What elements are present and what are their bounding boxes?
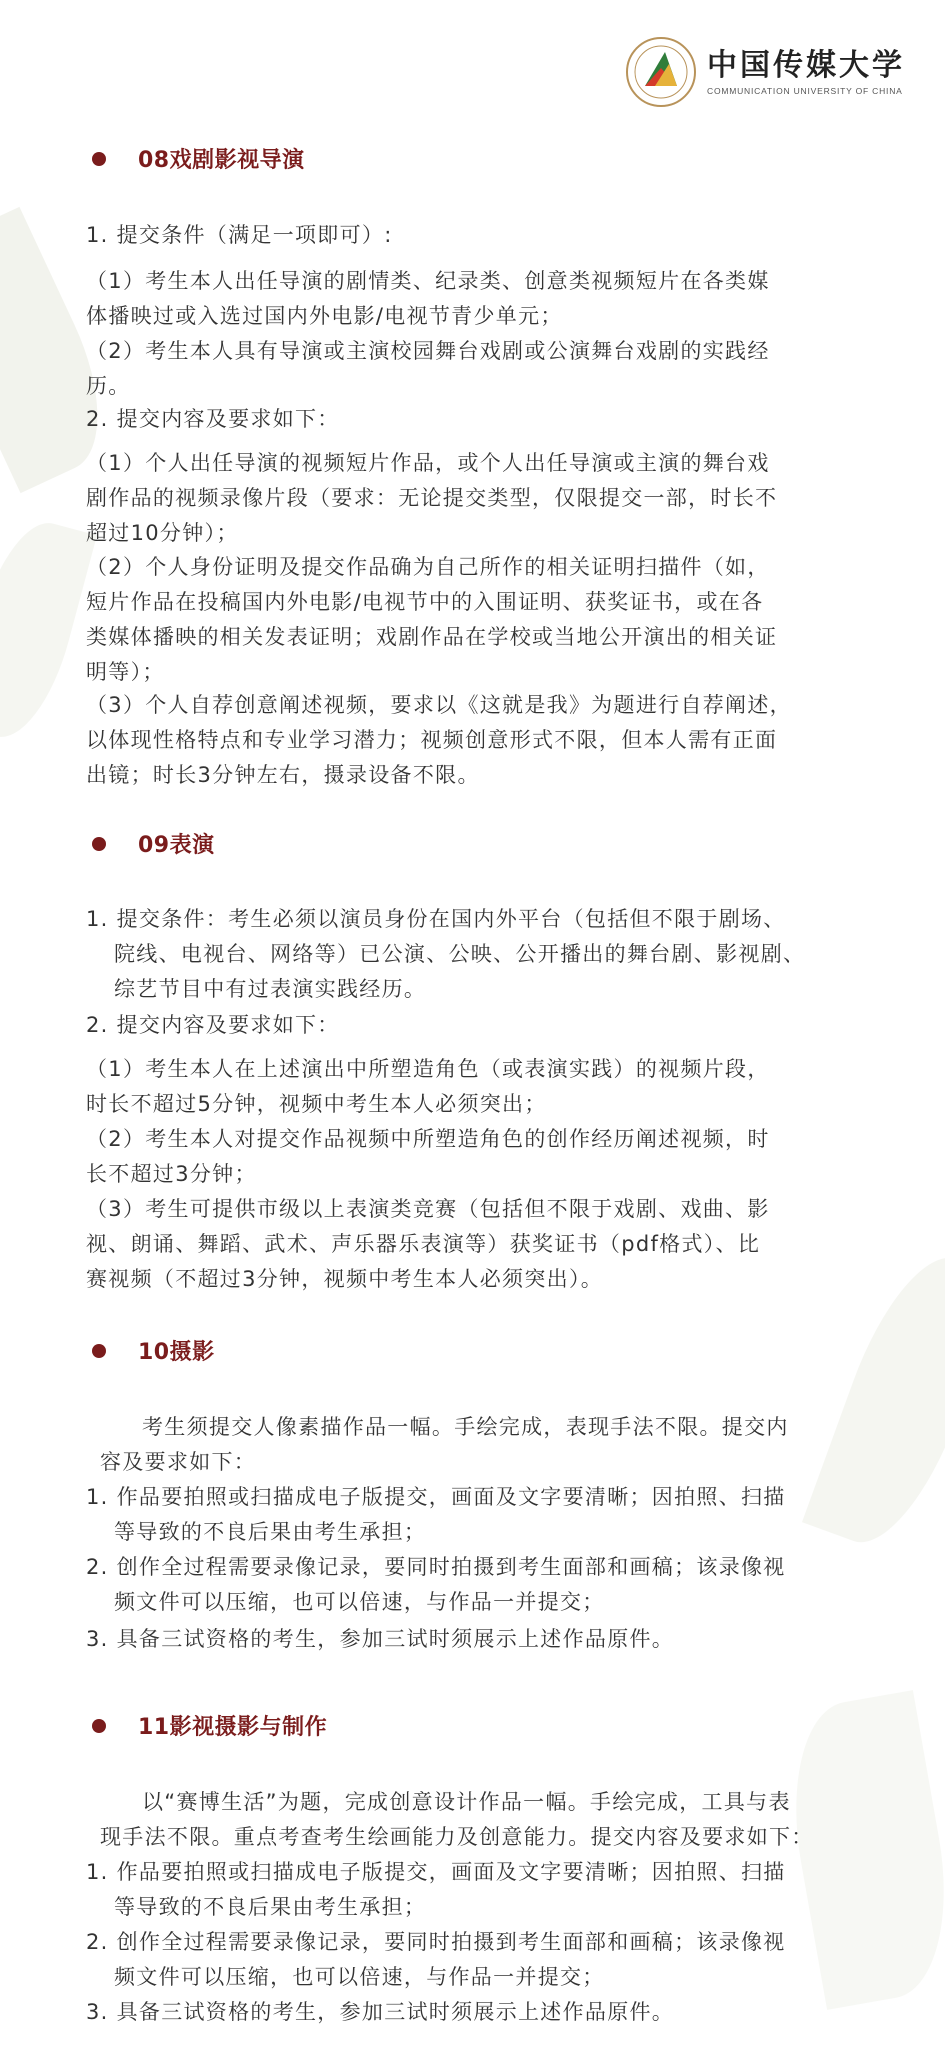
- section-title: 08戏剧影视导演: [138, 148, 305, 173]
- paragraph: （2）个人身份证明及提交作品确为自己所作的相关证明扫描件（如， 短片作品在投稿国内外电影/电视节中的入围证明、获奖证书，或在各 类媒体播映的相关发表证明；戏剧作品在学校或当地公开演出的相关证 明等）；: [86, 555, 778, 684]
- paragraph: 考生须提交人像素描作品一幅。手绘完成，表现手法不限。提交内 容及要求如下：: [100, 1415, 789, 1474]
- paragraph: （1）考生本人在上述演出中所塑造角色（或表演实践）的视频片段， 时长不超过5分钟，视频中考生本人必须突出；: [86, 1057, 770, 1116]
- paragraph: 以“赛博生活”为题，完成创意设计作品一幅。手绘完成，工具与表 现手法不限。重点考查考生绘画能力及创意能力。提交内容及要求如下：: [100, 1790, 814, 1849]
- section-heading: [92, 828, 215, 859]
- paragraph: （1）个人出任导演的视频短片作品，或个人出任导演或主演的舞台戏 剧作品的视频录像片段（要求：无论提交类型，仅限提交一部，时长不 超过10分钟）；: [86, 451, 778, 545]
- paragraph: 2. 提交内容及要求如下：: [86, 407, 340, 431]
- paragraph: 1. 作品要拍照或扫描成电子版提交，画面及文字要清晰；因拍照、扫描 等导致的不良后果由考生承担；: [86, 1860, 786, 1919]
- paragraph: 2. 创作全过程需要录像记录，要同时拍摄到考生面部和画稿；该录像视 频文件可以压缩，也可以倍速，与作品一并提交；: [86, 1555, 786, 1614]
- paragraph: 3. 具备三试资格的考生，参加三试时须展示上述作品原件。: [86, 1627, 675, 1651]
- section-heading: [92, 1710, 327, 1741]
- paragraph: 3. 具备三试资格的考生，参加三试时须展示上述作品原件。: [86, 2000, 675, 2024]
- section-title: 11影视摄影与制作: [138, 1715, 328, 1740]
- bullet-dot: [92, 1719, 106, 1733]
- section-heading: [92, 143, 305, 174]
- logo-chinese-name: 中国传媒大学: [707, 48, 905, 83]
- university-logo: [625, 33, 905, 111]
- paragraph: （2）考生本人对提交作品视频中所塑造角色的创作经历阐述视频，时 长不超过3分钟；: [86, 1127, 770, 1186]
- background-leaf-decoration: [0, 512, 97, 748]
- paragraph: （3）个人自荐创意阐述视频，要求以《这就是我》为题进行自荐阐述， 以体现性格特点和专业学习潜力；视频创意形式不限，但本人需有正面 出镜；时长3分钟左右，摄录设备不限。: [86, 693, 792, 787]
- paragraph: （1）考生本人出任导演的剧情类、纪录类、创意类视频短片在各类媒 体播映过或入选过国内外电影/电视节青少单元；: [86, 269, 770, 328]
- bullet-dot: [92, 837, 106, 851]
- paragraph: 1. 作品要拍照或扫描成电子版提交，画面及文字要清晰；因拍照、扫描 等导致的不良后果由考生承担；: [86, 1485, 786, 1544]
- logo-english-name: COMMUNICATION UNIVERSITY OF CHINA: [707, 86, 903, 96]
- section-title: 09表演: [138, 833, 215, 858]
- paragraph: 2. 创作全过程需要录像记录，要同时拍摄到考生面部和画稿；该录像视 频文件可以压缩，也可以倍速，与作品一并提交；: [86, 1930, 786, 1989]
- section-heading: [92, 1335, 215, 1366]
- paragraph: （3）考生可提供市级以上表演类竞赛（包括但不限于戏剧、戏曲、影 视、朗诵、舞蹈、武术、声乐器乐表演等）获奖证书（pdf格式）、比 赛视频（不超过3分钟，视频中考生本人必须突出）。: [86, 1197, 770, 1291]
- paragraph: 2. 提交内容及要求如下：: [86, 1013, 340, 1037]
- paragraph: 1. 提交条件（满足一项即可）:: [86, 223, 393, 247]
- paragraph: （2）考生本人具有导演或主演校园舞台戏剧或公演舞台戏剧的实践经 历。: [86, 339, 770, 398]
- bullet-dot: [92, 152, 106, 166]
- paragraph: 1. 提交条件：考生必须以演员身份在国内外平台（包括但不限于剧场、 院线、电视台、网络等）已公演、公映、公开播出的舞台剧、影视剧、 综艺节目中有过表演实践经历。: [86, 907, 806, 1001]
- bullet-dot: [92, 1344, 106, 1358]
- section-title: 10摄影: [138, 1340, 215, 1365]
- university-emblem-icon: [625, 36, 697, 108]
